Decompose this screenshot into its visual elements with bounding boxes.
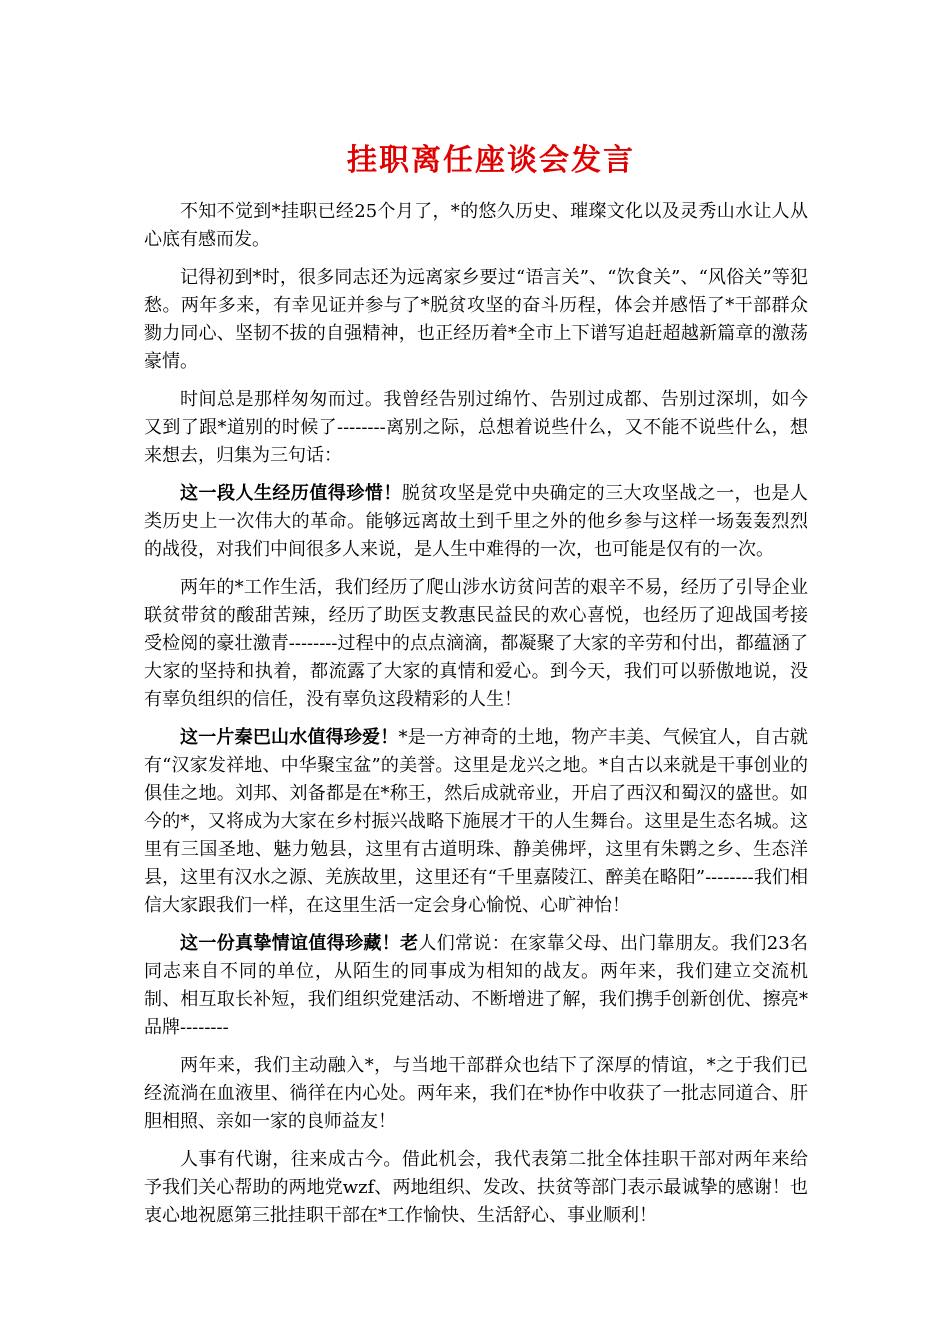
paragraph-7 bbox=[144, 930, 808, 1042]
paragraph-text: 两年的*工作生活，我们经历了爬山涉水访贫问苦的艰辛不易，经历了引导企业联贫带贫的酸甜苦辣，经历了助医支教惠民益民的欢心喜悦，也经历了迎战国考接受检阅的豪壮激青--------过程中的点点滴滴，都凝聚了大家的辛劳和付出，都蕴涵了大家的坚持和执着，都流露了大家的真情和爱心。到今天，我们可以骄傲地说，没有辜负组织的信任，没有辜负这段精彩的人生！ bbox=[144, 577, 808, 710]
paragraph-5 bbox=[144, 574, 808, 714]
paragraph-text: 人事有代谢，往来成古今。借此机会，我代表第二批全体挂职干部对两年来给予我们关心帮助的两地党wzf、两地组织、发改、扶贫等部门表示最诚挚的感谢！也衷心地祝愿第三批挂职干部在*工作愉快、生活舒心、事业顺利！ bbox=[144, 1149, 808, 1226]
paragraph-4 bbox=[144, 480, 808, 564]
paragraph-text: 两年来，我们主动融入*，与当地干部群众也结下了深厚的情谊，*之于我们已经流淌在血液里、徜徉在内心处。两年来，我们在*协作中收获了一批志同道合、肝胆相照、亲如一家的良师益友！ bbox=[144, 1055, 808, 1132]
paragraph-text: 记得初到*时，很多同志还为远离家乡要过“语言关”、“饮食关”、“风俗关”等犯愁。两年多来，有幸见证并参与了*脱贫攻坚的奋斗历程，体会并感悟了*干部群众勠力同心、坚韧不拔的自强精神，也正经历着*全市上下谱写追赶超越新篇章的激荡豪情。 bbox=[144, 267, 808, 372]
paragraph-6 bbox=[144, 724, 808, 920]
paragraph-lead: 这一片秦巴山水值得珍爱！ bbox=[180, 727, 399, 748]
paragraph-3 bbox=[144, 386, 808, 470]
paragraph-text: 脱贫攻坚是党中央确定的三大攻坚战之一，也是人类历史上一次伟大的革命。能够远离故土到千里之外的他乡参与这样一场轰轰烈烈的战役，对我们中间很多人来说，是人生中难得的一次，也可能是仅有的一次。 bbox=[144, 483, 809, 560]
paragraph-lead: 这一份真挚情谊值得珍藏！老 bbox=[180, 933, 419, 954]
paragraph-8 bbox=[144, 1052, 808, 1136]
paragraph-1 bbox=[144, 198, 808, 254]
paragraph-text: *是一方神奇的土地，物产丰美、气候宜人，自古就有“汉家发祥地、中华聚宝盆”的美誉。这里是龙兴之地。*自古以来就是干事创业的俱佳之地。刘邦、刘备都是在*称王，然后成就帝业，开启了西汉和蜀汉的盛世。如今的*，又将成为大家在乡村振兴战略下施展才干的人生舞台。这里是生态名城。这里有三国圣地、魅力勉县，这里有古道明珠、静美佛坪，这里有朱鹮之乡、生态洋县，这里有汉水之源、羌族故里，这里还有“千里嘉陵江、醉美在略阳”--------我们相信大家跟我们一样，在这里生活一定会身心愉悦、心旷神怡！ bbox=[144, 727, 809, 916]
paragraph-lead: 这一段人生经历值得珍惜！ bbox=[180, 483, 402, 504]
paragraph-text: 时间总是那样匆匆而过。我曾经告别过绵竹、告别过成都、告别过深圳，如今又到了跟*道别的时候了--------离别之际，总想着说些什么，又不能不说些什么，想来想去，归集为三句话： bbox=[144, 389, 808, 466]
paragraph-text: 不知不觉到*挂职已经25个月了，*的悠久历史、璀璨文化以及灵秀山水让人从心底有感而发。 bbox=[144, 201, 808, 250]
paragraph-2 bbox=[144, 264, 808, 376]
paragraph-9 bbox=[144, 1146, 808, 1230]
document-title: 挂职离任座谈会发言 bbox=[347, 143, 635, 178]
document-page bbox=[144, 140, 808, 1240]
paragraph-text: 人们常说：在家靠父母、出门靠朋友。我们23名同志来自不同的单位，从陌生的同事成为相知的战友。两年来，我们建立交流机制、相互取长补短，我们组织党建活动、不断增进了解，我们携手创新创优、擦亮*品牌-------- bbox=[144, 933, 809, 1038]
